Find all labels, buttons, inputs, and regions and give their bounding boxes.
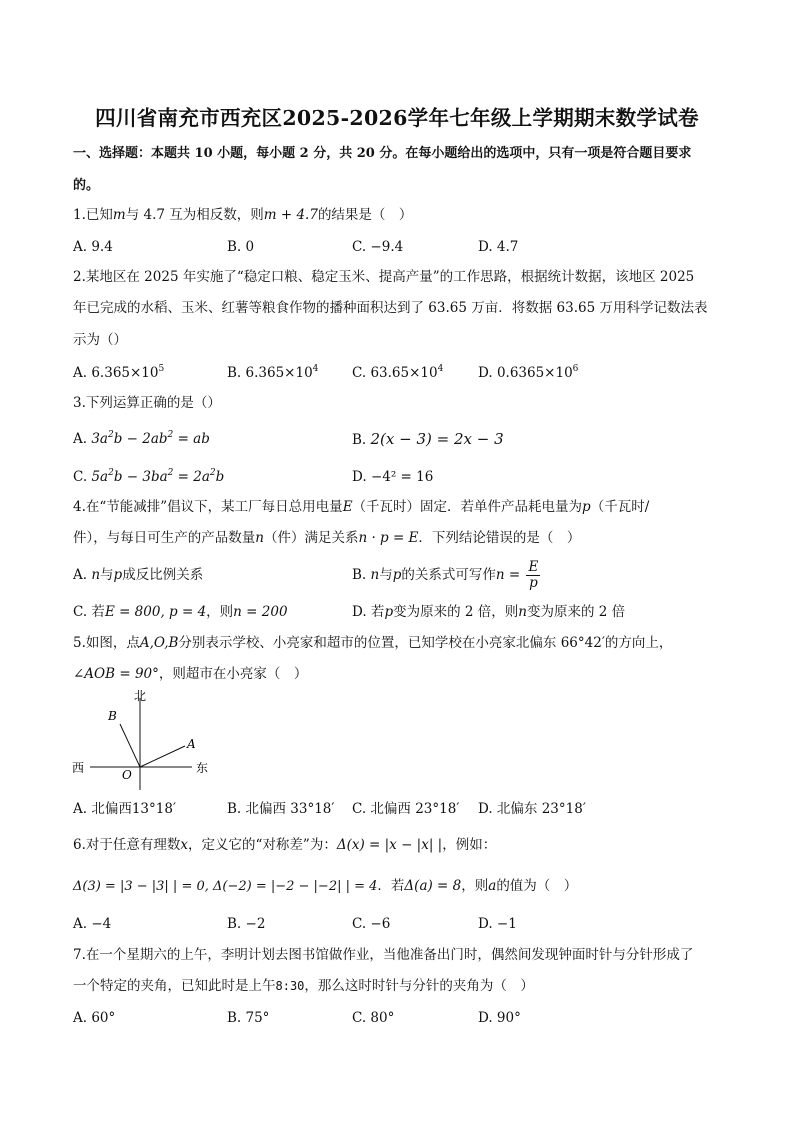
q2-stem-line2: 年已完成的水稻、玉米、红薯等粮食作物的播种面积达到了 63.65 万亩．将数据 63.65 万用科学记数法表 [73,300,708,316]
q1-option-b[interactable]: B. 0 [227,239,255,255]
q2-option-b[interactable]: B. $6.365\times 10^4$ [227,364,319,381]
q4-option-d[interactable]: D. 若p变为原来的 2 倍，则n变为原来的 2 倍 [352,604,626,620]
q5-option-b[interactable]: B. 北偏西 33°18′ [227,801,335,817]
q3-option-a[interactable]: A. $3a^2b - 2ab^2$ = ab [73,430,210,447]
q5-option-c[interactable]: C. 北偏西 23°18′ [352,801,460,817]
q3-option-c[interactable]: C. $5a^2b - 3ba^2 = 2a^2b$ [73,468,225,485]
q6-option-b[interactable]: B. −2 [227,916,266,932]
q3-option-d[interactable]: D. −4² = 16 [352,469,434,485]
q6-option-c[interactable]: C. −6 [352,916,391,932]
q7-option-d[interactable]: D. 90° [478,1010,521,1026]
q1-option-d[interactable]: D. 4.7 [478,239,519,255]
q2-option-a[interactable]: A. $6.365\times 10^5$ [73,364,165,381]
page-title: 四川省南充市西充区2025-2026学年七年级上学期期末数学试卷 [95,106,699,130]
q4-stem-line1: 4.在“节能减排”倡议下，某工厂每日总用电量E（千瓦时）固定．若单件产品耗电量为p（千瓦时/ [73,499,650,515]
q4-stem-line2: 件），与每日可生产的产品数量n（件）满足关系n · p = E．下列结论错误的是（ ） [73,530,581,546]
label-north: 北 [134,689,147,703]
q1-option-a[interactable]: A. 9.4 [73,239,113,255]
q6-option-a[interactable]: A. −4 [73,916,112,932]
label-a: A [187,737,196,751]
label-o: O [122,768,132,782]
q2-stem-line3: 示为（） [73,332,127,348]
label-b: B [108,709,117,723]
q6-stem-line1: 6.对于任意有理数x，定义它的“对称差”为：Δ(x) = |x − |x| |，例如： [73,837,497,853]
label-east: 东 [196,761,209,775]
fraction-e-over-p: $\frac{E}{p}$ [528,559,539,591]
q3-option-b[interactable]: B. 2(x − 3) = 2x − 3 [352,430,504,448]
label-west: 西 [72,761,85,775]
q5-option-d[interactable]: D. 北偏东 23°18′ [478,801,586,817]
q5-stem-line1: 5.如图，点A,O,B分别表示学校、小亮家和超市的位置，已知学校在小亮家北偏东 66°42′的方向上， [73,635,673,651]
q4-option-c[interactable]: C. 若E = 800, p = 4，则n = 200 [73,604,288,620]
q7-option-b[interactable]: B. 75° [227,1010,270,1026]
q6-stem-line2: Δ(3) = |3 − |3| | = 0, Δ(−2) = |−2 − |−2| | = 4．若Δ(a) = 8，则a的值为（ ） [73,878,578,894]
ray-oa [140,746,185,767]
section-instruction-cont: 的。 [73,178,100,193]
q6-option-d[interactable]: D. −1 [478,916,517,932]
q2-stem-line1: 2.某地区在 2025 年实施了“稳定口粮、稳定玉米、提高产量”的工作思路，根据统计数据，该地区 2025 [73,269,695,285]
q3-stem: 3.下列运算正确的是（） [73,395,221,411]
q5-direction-diagram [68,688,218,798]
q2-option-c[interactable]: C. $63.65\times 10^4$ [352,364,444,381]
q7-stem-line2: 一个特定的夹角，已知此时是上午8:30，那么这时时针与分针的夹角为（ ） [73,978,534,994]
q7-stem-line1: 7.在一个星期六的上午，李明计划去图书馆做作业，当他准备出门时，偶然间发现钟面时针与分针形成了 [73,947,694,963]
ray-ob [120,724,140,767]
q1-option-c[interactable]: C. −9.4 [352,239,404,255]
q7-option-c[interactable]: C. 80° [352,1010,395,1026]
q1-stem: 1.已知m与 4.7 互为相反数，则m + 4.7的结果是（ ） [73,207,413,223]
q7-option-a[interactable]: A. 60° [73,1010,116,1026]
q5-stem-line2: ∠AOB = 90°，则超市在小亮家（ ） [73,666,308,682]
q3-option-c-expr: $5a^2b - 3ba^2 = 2a^2b$ [91,468,225,485]
q2-option-d[interactable]: D. $0.6365\times 10^6$ [478,364,579,381]
q5-option-a[interactable]: A. 北偏西13°18′ [73,801,177,817]
q3-option-a-expr: $3a^2b - 2ab^2$ = ab [91,430,210,447]
q4-option-b[interactable]: B. n与p的关系式可写作n = $\frac{E}{p}$ [352,559,539,591]
section-instruction: 一、选择题：本题共 10 小题，每小题 2 分，共 20 分。在每小题给出的选项中，只有一项是符合题目要求 [73,146,692,161]
q4-option-a[interactable]: A. n与p成反比例关系 [73,567,204,583]
